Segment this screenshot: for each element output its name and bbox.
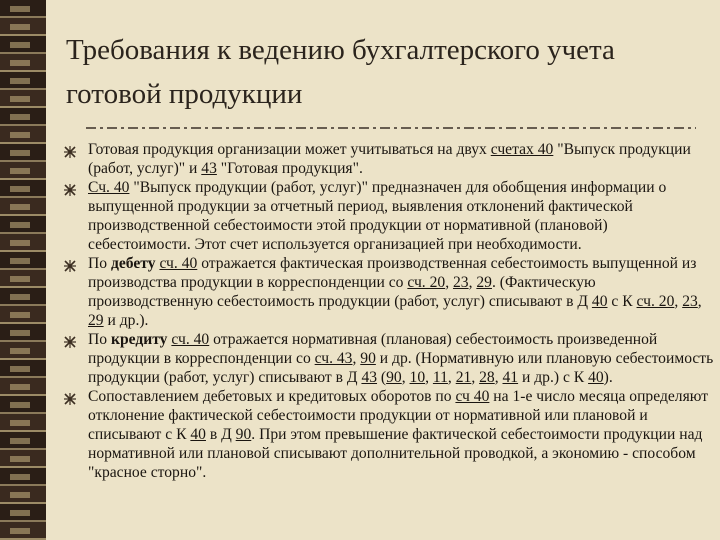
account-link[interactable]: счетах 40 [490, 141, 554, 158]
bullet-text: , [697, 293, 702, 310]
account-link[interactable]: 90 [386, 369, 402, 386]
bullet-text: , [425, 369, 433, 386]
bullet-text: отражается нормативная (плановая) себестоимость произведенной продукции в корреспонденции со [88, 331, 658, 367]
account-link[interactable]: сч 40 [455, 388, 490, 405]
bullet-icon [64, 182, 76, 194]
emphasis-text: кредиту [110, 331, 168, 348]
emphasis-text: дебету [110, 255, 156, 272]
account-link[interactable]: сч. 43 [314, 350, 353, 367]
account-link[interactable]: 10 [409, 369, 426, 386]
bullet-text: , [674, 293, 683, 310]
bullet-text: , [445, 274, 453, 291]
bullet-text: с К [607, 293, 637, 310]
bullet-text: "Готовая продукция". [216, 160, 363, 177]
account-link[interactable]: сч. 40 [159, 255, 198, 272]
account-link[interactable]: 40 [591, 293, 608, 310]
account-link[interactable]: 21 [455, 369, 472, 386]
bullet-icon [64, 334, 76, 346]
bullet-text: , [468, 274, 477, 291]
bullet-icon [64, 391, 76, 403]
bullet-text: и др. (Нормативную или плановую себестоимость продукции (работ, услуг) списывают в Д [88, 350, 714, 386]
bullet-item [64, 254, 714, 330]
bullet-text: , [401, 369, 410, 386]
bullet-text: , [447, 369, 456, 386]
bullet-text: Сопоставлением дебетовых и кредитовых оборотов по [88, 388, 456, 405]
bullet-text: ( [377, 369, 387, 386]
account-link[interactable]: 43 [361, 369, 378, 386]
bullet-text: По [88, 331, 111, 348]
account-link[interactable]: 90 [360, 350, 376, 367]
bullet-icon [64, 144, 76, 156]
account-link[interactable]: 40 [588, 369, 604, 386]
account-link[interactable]: 23 [682, 293, 698, 310]
bullet-icon [64, 258, 76, 270]
account-link[interactable]: 41 [502, 369, 519, 386]
bullet-text: "Выпуск продукции (работ, услуг)" предназначен для обобщения информации о выпущенной продукции за отчетный период, выявления отклонений фактической производственной себестоимости этой продукции от нормативной (плановой) себестоимости. Этот счет используется организацией при необходимости. [88, 179, 667, 253]
bullet-text: и др.) с К [518, 369, 589, 386]
account-link[interactable]: 11 [432, 369, 448, 386]
account-link[interactable]: Сч. 40 [88, 179, 130, 196]
bullet-text: на 1-е число месяца определяют отклонение фактической себестоимости продукции от нормативной или плановой и списывают с К [88, 388, 709, 443]
decorative-left-border [0, 0, 46, 540]
account-link[interactable]: сч. 20 [407, 274, 446, 291]
account-link[interactable]: 29 [88, 312, 104, 329]
account-link[interactable]: сч. 40 [171, 331, 210, 348]
bullet-item [64, 140, 714, 178]
title-divider [86, 123, 696, 133]
bullet-text: ). [603, 369, 613, 386]
bullet-item [64, 387, 714, 482]
bullet-text: , [494, 369, 503, 386]
page-title: Требования к ведению бухгалтерского учета готовой продукции [66, 34, 615, 110]
bullet-item [64, 178, 714, 254]
bullet-text: . При этом превышение фактической себестоимости продукции над нормативной или плановой списывают дополнительной проводкой, а экономию - способом "красное сторно". [88, 426, 703, 481]
account-link[interactable]: 43 [201, 160, 217, 177]
bullet-text: и др.). [103, 312, 149, 329]
account-link[interactable]: 29 [476, 274, 492, 291]
bullet-text: По [88, 255, 111, 272]
account-link[interactable]: 40 [190, 426, 206, 443]
bullet-list [64, 140, 714, 482]
bullet-text: отражается фактическая производственная себестоимость выпущенной из производства продукции в корреспонденции со [88, 255, 697, 291]
bullet-text: . (Фактическую производственную себестоимость продукции (работ, услуг) списывают в Д [88, 274, 596, 310]
account-link[interactable]: 28 [479, 369, 495, 386]
bullet-text: в Д [205, 426, 236, 443]
account-link[interactable]: сч. 20 [636, 293, 675, 310]
account-link[interactable]: 90 [235, 426, 252, 443]
bullet-text: Готовая продукция организации может учитываться на двух [88, 141, 491, 158]
bullet-item [64, 330, 714, 387]
bullet-text: , [471, 369, 480, 386]
bullet-text: "Выпуск продукции (работ, услуг)" и [88, 141, 691, 177]
bullet-text: , [352, 350, 361, 367]
account-link[interactable]: 23 [452, 274, 469, 291]
